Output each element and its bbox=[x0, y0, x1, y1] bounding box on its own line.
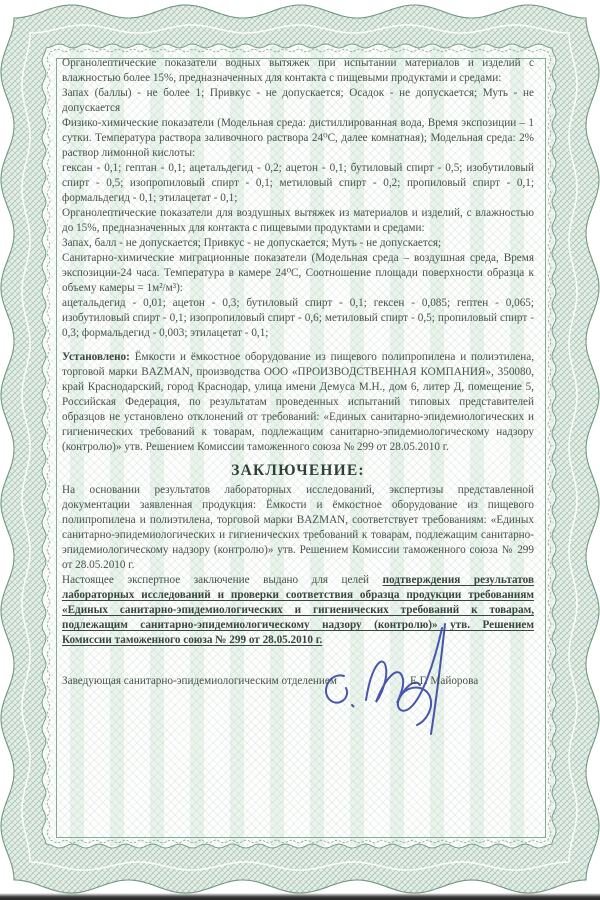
paragraph-organoleptic-water: Органолептические показатели водных вытяжек при испытании материалов и изделий с влажностью более 15%, предназначенных для контакта с пищевыми продуктами и средами: bbox=[62, 57, 534, 84]
established-text: Ёмкости и ёмкостное оборудование из пищевого полипропилена и полиэтилена, торговой марки BAZMAN, производства ООО «ПРОИЗВОДСТВЕННАЯ КОМПАНИЯ», 350080, край Краснодарский, город Краснодар, улица имени Демуса М.Н., дом 6, литер Д, помещение 5, Российская Федерация, по результатам проведенных испытаний типовых представителей образцов не установлено отклонений от требований: «Единых санитарно-эпидемиологических и гигиенических требований к товарам, подлежащим санитарно-эпидемиологическому надзору (контролю)» утв. Решением Комиссии таможенного союза № 299 от 28.05.2010 г. bbox=[62, 351, 534, 453]
paragraph-odor-taste-limits: Запах (баллы) - не более 1; Привкус - не допускается; Осадок - не допускается; Муть - не допускается bbox=[62, 87, 534, 114]
paragraph-odor-limits-air: Запах, балл - не допускается; Привкус - не допускается; Муть - не допускается; bbox=[62, 237, 442, 249]
conclusion-paragraph: На основании результатов лабораторных исследований, экспертизы представленной документации заявленная продукция: Ёмкости и ёмкостное оборудование из пищевого полипропилена и полиэтилена, торговой марки BAZMAN, соответствует требованиям: «Единых санитарно-эпидемиологических и гигиенических требований к товарам, подлежащим санитарно-эпидемиологическому надзору (контролю)» утв. Решением Комиссии таможенного союза № 299 от 28.05.2010 г. bbox=[62, 484, 534, 571]
issued-emphasis: подтверждения результатов лабораторных исследований и проверки соответствия образца продукции требованиям «Единых санитарно-эпидемиологических и гигиенических требований к товарам, подлежащим санитарно-эпидемиологическому надзору (контролю)» утв. Решением Комиссии таможенного союза № 299 от 28.05.2010 г. bbox=[62, 574, 535, 646]
established-label: Установлено: bbox=[62, 351, 130, 363]
signature-label: Заведующая санитарно-эпидемиологическим отделением bbox=[62, 675, 337, 687]
paragraph-sanitary-migration: Санитарно-химические миграционные показатели (Модельная среда – воздушная среда, Время экспозиции-24 часа. Температура в камере 24⁰С, Соотношение площади поверхности образца к объему камеры = 1м²/м³): bbox=[62, 252, 534, 294]
paragraph-organoleptic-air: Органолептические показатели для воздушных вытяжек из материалов и изделий, с влажностью до 15%, предназначенных для контакта с пищевыми продуктами и средами: bbox=[62, 207, 534, 234]
scan-edge-shadow bbox=[0, 893, 600, 900]
signature-row bbox=[62, 662, 534, 708]
paragraph-chemical-values-water: гексан - 0,1; гептан - 0,1; ацетальдегид - 0,2; ацетон - 0,1; бутиловый спирт - 0,5; изобутиловый спирт - 0,5; изопропиловый спирт - 0,1; метиловый спирт - 0,2; пропиловый спирт - 0,1; формальдегид - 0,1; этилацетат - 0,1; bbox=[62, 162, 534, 204]
paragraph-physico-chemical: Физико-химические показатели (Модельная среда: дистиллированная вода, Время экспозиции – 1 сутки. Температура раствора заливочного раствора 24⁰С, далее комнатная); Модельная среда: 2% раствор лимонной кислоты: bbox=[62, 117, 534, 159]
paragraph-chemical-values-air: ацетальдегид - 0,01; ацетон - 0,3; бутиловый спирт - 0,1; гексен - 0,085; гептен - 0,065; изобутиловый спирт - 0,1; изопропиловый спирт - 0,6; метиловый спирт - 0,5; пропиловый спирт - 0,3; формальдегид - 0,003; этилацетат - 0,1; bbox=[62, 297, 534, 339]
signature-name: Е.Г. Майорова bbox=[410, 675, 479, 687]
established-paragraph bbox=[62, 350, 534, 455]
document-content bbox=[62, 56, 534, 708]
issued-lead: Настоящее экспертное заключение выдано для целей bbox=[62, 574, 370, 586]
conclusion-heading: ЗАКЛЮЧЕНИЕ: bbox=[231, 462, 365, 479]
